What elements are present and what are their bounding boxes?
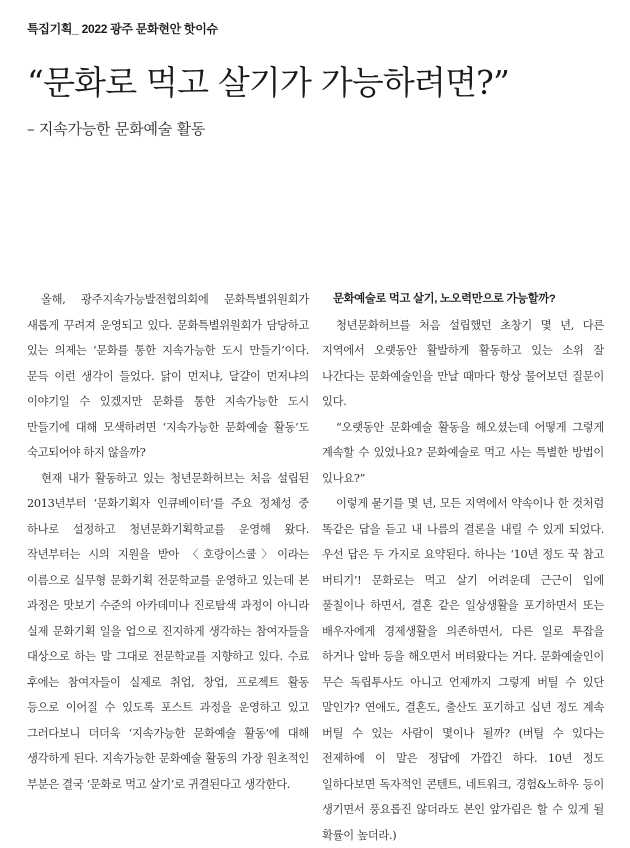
- section-heading: 문화예술로 먹고 살기, 노오력만으로 가능할까?: [333, 293, 556, 305]
- paragraph: “오랫동안 문화예술 활동을 해오셨는데 어떻게 그렇게 계속할 수 있었나요? 문화예술로 먹고 사는 특별한 방법이 있나요?”: [322, 420, 604, 485]
- paragraph: 이렇게 묻기를 몇 년, 모든 지역에서 약속이나 한 것처럼 똑같은 답을 듣고 내 나름의 결론을 내릴 수 있게 되었다. 우선 답은 두 가지로 요약된다. 하나는 ‘10년 정도 꾹 참고 버티기’! 문화로는 먹고 살기 어려운데 근근이 입에 풀칠이나 하면서, 결혼 같은 일상생활을 포기하면서 또는 배우자에게 경제생활을 의존하면서, 다른 일로 투잡을 하거나 알바 등을 해오면서 버텨왔다는 거다. 문화예술인이 무슨 독립투사도 아니고 언제까지 그렇게 버틸 수 있단 말인가? 연애도, 결혼도, 출산도 포기하고 십년 정도 계속 버틸 수 있는 사람이 몇이나 될까? (버틸 수 있다는 전제하에 이 말은 정답에 가깝긴 하다. 10년 정도 일하다보면 독자적인 콘텐트, 네트워크, 경험&노하우 등이 생기면서 풍요롭진 않더라도 본인 앞가림은 할 수 있게 될 확률이 높더라.): [322, 497, 604, 842]
- paragraph: 청년문화허브를 처음 설립했던 초창기 몇 년, 다른 지역에서 오랫동안 활발하게 활동하고 있는 소위 잘 나간다는 문화예술인을 만날 때마다 항상 물어보던 질문이 있다.: [322, 318, 604, 408]
- right-column: [322, 287, 604, 848]
- paragraph: 올해, 광주지속가능발전협의회에 문화특별위원회가 새롭게 꾸려져 운영되고 있다. 문화특별위원회가 담당하고 있는 의제는 ‘문화를 통한 지속가능한 도시 만들기’이다. 문득 이런 생각이 들었다. 닭이 먼저냐, 달걀이 먼저냐의 이야기일 수 있겠지만 문화를 통한 지속가능한 도시 만들기에 대해 모색하려면 ‘지속가능한 문화예술 활동’도 숙고되어야 하지 않을까?: [27, 293, 309, 459]
- article-headline: “문화로 먹고 살기가 가능하려면?”: [27, 63, 510, 102]
- left-column: [27, 287, 309, 797]
- series-label: 특집기획_ 2022 광주 문화현안 핫이슈: [27, 22, 218, 36]
- article-subheadline: – 지속가능한 문화예술 활동: [27, 120, 206, 138]
- paragraph: 현재 내가 활동하고 있는 청년문화허브는 처음 설립된 2013년부터 ‘문화기획자 인큐베이터’를 주요 정체성 중 하나로 설정하고 청년문화기획학교를 운영해 왔다. 작년부터는 시의 지원을 받아 〈호랑이스쿨〉이라는 이름으로 실무형 문화기획 전문학교를 운영하고 있는데 본 과정은 맛보기 수준의 아카데미나 진로탐색 과정이 아니라 실제 문화기획 일을 업으로 진지하게 생각하는 참여자들을 대상으로 하는 말 그대로 전문학교를 지향하고 있다. 수료 후에는 참여자들이 실제로 취업, 창업, 프로젝트 활동 등으로 이어질 수 있도록 포스트 과정을 운영하고 있고 그러다보니 더더욱 ‘지속가능한 문화예술 활동’에 대해 생각하게 된다. 지속가능한 문화예술 활동의 가장 원초적인 부분은 결국 ‘문화로 먹고 살기’로 귀결된다고 생각한다.: [27, 471, 309, 791]
